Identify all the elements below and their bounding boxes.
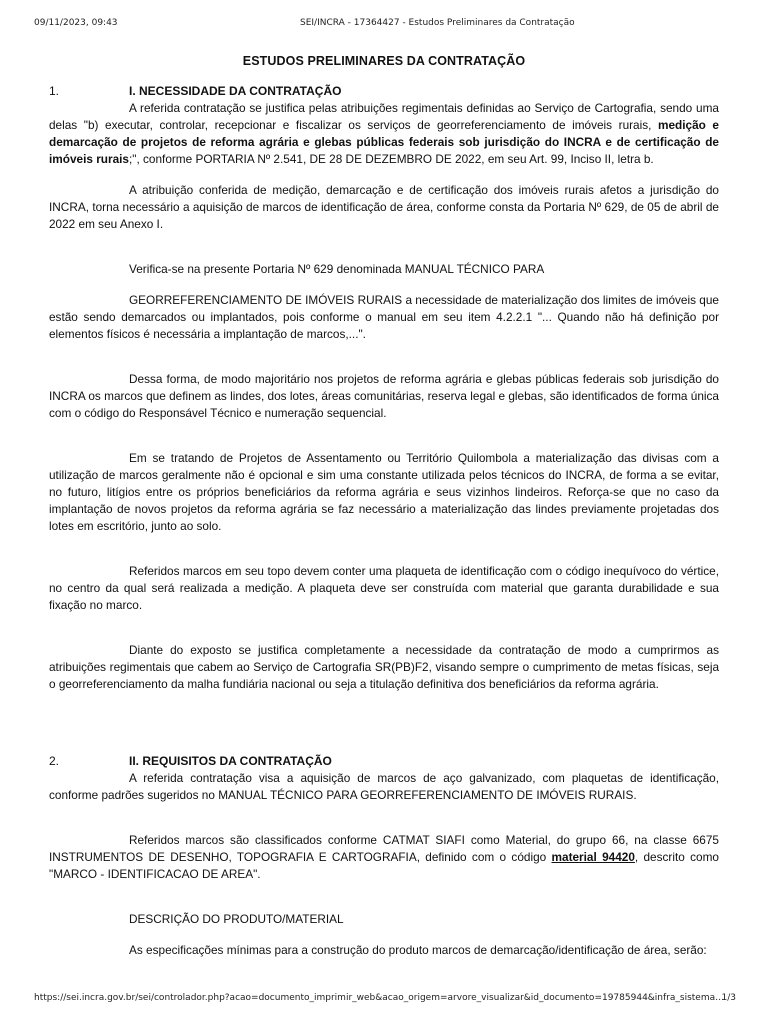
- print-header: [0, 18, 768, 32]
- paragraph: GEORREFERENCIAMENTO DE IMÓVEIS RURAIS a necessidade de materialização dos limites de imóveis que estão sendo demarcados ou implantados, pois conforme o manual em seu item 4.2.2.1 "... Quando não há definição por elementos físicos é necessária a implantação de marcos,...".: [49, 293, 719, 341]
- document-title: ESTUDOS PRELIMINARES DA CONTRATAÇÃO: [242, 54, 526, 68]
- print-datetime: 09/11/2023, 09:43: [34, 18, 118, 28]
- print-url: https://sei.incra.gov.br/sei/controlador.php?acao=documento_imprimir_web&acao_origem=arvore_visualizar&id_documento=19785944&infra_sistema…: [34, 993, 725, 1003]
- section-number: 2.: [49, 754, 60, 768]
- paragraph: Referidos marcos são classificados conforme CATMAT SIAFI como Material, do grupo 66, na classe 6675 INSTRUMENTOS DE DESENHO, TOPOGRAFIA E CARTOGRAFIA, definido com o código material 94420, descrito como "MARCO - IDENTIFICACAO DE AREA".: [49, 833, 719, 881]
- page-number: 1/3: [721, 993, 736, 1003]
- paragraph: Diante do exposto se justifica completamente a necessidade da contratação de modo a cumprirmos as atribuições regimentais que cabem ao Serviço de Cartografia SR(PB)F2, visando sempre o cumprimento de metas físicas, seja o georreferenciamento da malha fundiária nacional ou seja a titulação definitiva dos beneficiários da reforma agrária.: [49, 643, 719, 691]
- section-title: I. NECESSIDADE DA CONTRATAÇÃO: [129, 84, 342, 98]
- paragraph: A atribuição conferida de medição, demarcação e de certificação dos imóveis rurais afetos a jurisdição do INCRA, torna necessário a aquisição de marcos de identificação de área, conforme consta da Portaria Nº 629, de 05 de abril de 2022 em seu Anexo I.: [49, 183, 719, 231]
- section-title: II. REQUISITOS DA CONTRATAÇÃO: [129, 754, 332, 768]
- paragraph: DESCRIÇÃO DO PRODUTO/MATERIAL: [129, 912, 344, 926]
- paragraph: A referida contratação visa a aquisição de marcos de aço galvanizado, com plaquetas de identificação, conforme padrões sugeridos no MANUAL TÉCNICO PARA GEORREFERENCIAMENTO DE IMÓVEIS RURAIS.: [49, 771, 719, 802]
- print-page-title: SEI/INCRA - 17364427 - Estudos Preliminares da Contratação: [300, 18, 575, 28]
- section-number: 1.: [49, 84, 60, 98]
- paragraph: Referidos marcos em seu topo devem conter uma plaqueta de identificação com o código inequívoco do vértice, no centro da qual será realizada a medição. A plaqueta deve ser construída com material que garanta durabilidade e sua fixação no marco.: [49, 564, 719, 612]
- material-code-link[interactable]: material 94420: [551, 850, 635, 864]
- paragraph: Verifica-se na presente Portaria Nº 629 denominada MANUAL TÉCNICO PARA: [129, 262, 545, 276]
- paragraph: A referida contratação se justifica pelas atribuições regimentais definidas ao Serviço de Cartografia, sendo uma delas "b) executar, controlar, recepcionar e fiscalizar os serviços de georreferenciamento de imóveis rurais, medição e demarcação de projetos de reforma agrária e glebas públicas federais sob jurisdição do INCRA e de certificação de imóveis rurais;", conforme PORTARIA Nº 2.541, DE 28 DE DEZEMBRO DE 2022, em seu Art. 99, Inciso II, letra b.: [49, 101, 719, 166]
- paragraph: Em se tratando de Projetos de Assentamento ou Território Quilombola a materialização das divisas com a utilização de marcos geralmente não é opcional e sim uma constante utilizada pelos técnicos do INCRA, de forma a se evitar, no futuro, litígios entre os próprios beneficiários da reforma agrária e seus vizinhos lindeiros. Reforça-se que no caso da implantação de novos projetos da reforma agrária se faz necessário a materialização das lindes previamente projetadas dos lotes em escritório, junto ao solo.: [49, 451, 719, 533]
- section-1-heading: [49, 83, 719, 99]
- document-body: [49, 54, 719, 959]
- paragraph: Dessa forma, de modo majoritário nos projetos de reforma agrária e glebas públicas federais sob jurisdição do INCRA os marcos que definem as lindes, dos lotes, áreas comunitárias, reserva legal e glebas, são identificados de forma única com o código do Responsável Técnico e numeração sequencial.: [49, 372, 719, 420]
- section-2-heading: [49, 753, 719, 769]
- paragraph: As especificações mínimas para a construção do produto marcos de demarcação/identificação de área, serão:: [129, 943, 707, 957]
- print-footer: [0, 993, 768, 1007]
